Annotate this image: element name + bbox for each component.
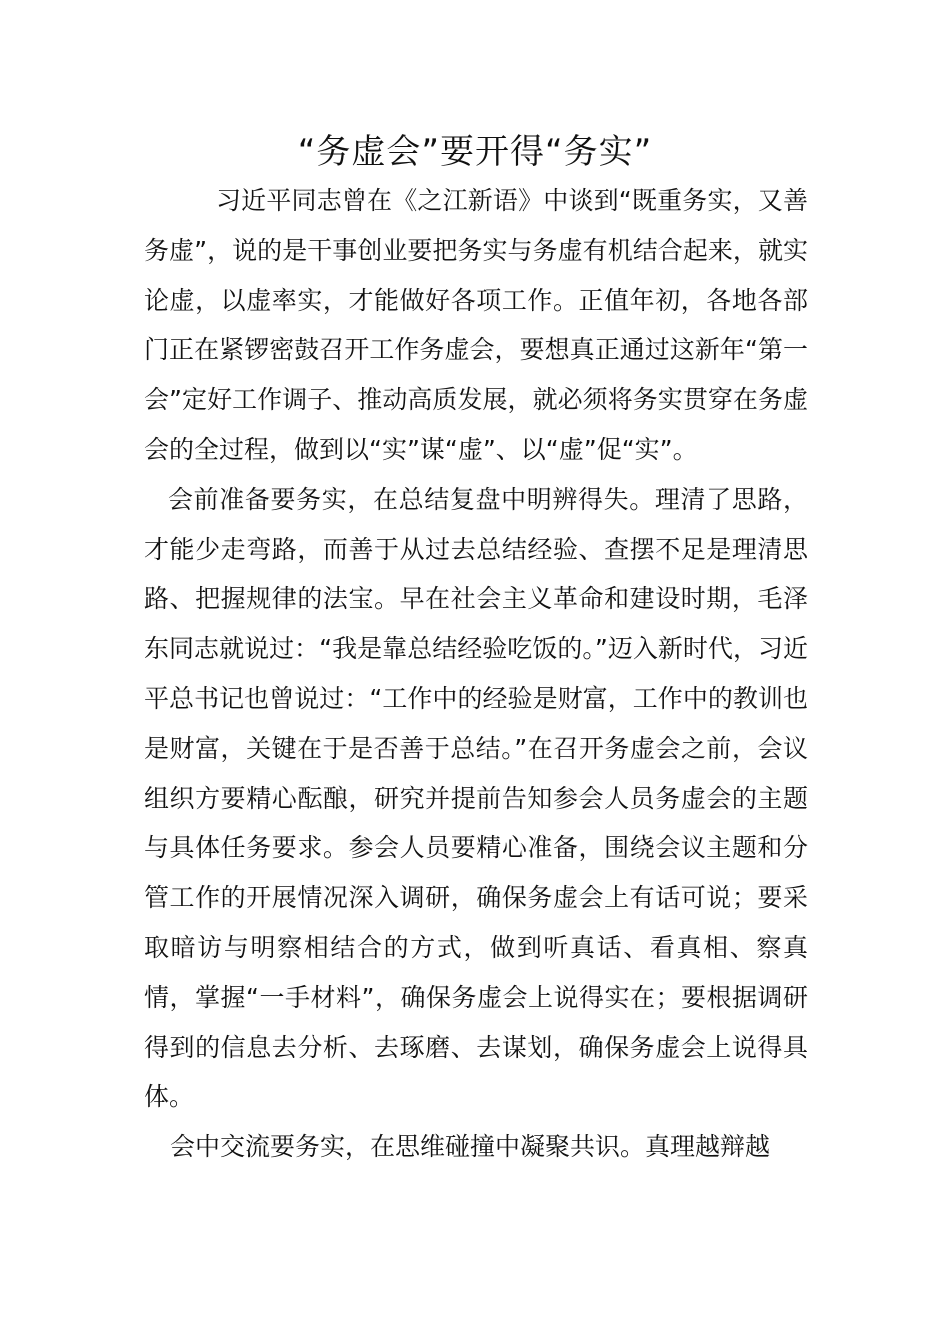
document-body	[144, 176, 808, 1172]
paragraph-preparation: 会前准备要务实，在总结复盘中明辨得失。理清了思路，才能少走弯路，而善于从过去总结经验、查摆不足是理清思路、把握规律的法宝。早在社会主义革命和建设时期，毛泽东同志就说过：“我是靠总结经验吃饭的。”迈入新时代，习近平总书记也曾说过：“工作中的经验是财富，工作中的教训也是财富，关键在于是否善于总结。”在召开务虚会之前，会议组织方要精心酝酿，研究并提前告知参会人员务虚会的主题与具体任务要求。参会人员要精心准备，围绕会议主题和分管工作的开展情况深入调研，确保务虚会上有话可说；要采取暗访与明察相结合的方式，做到听真话、看真相、察真情，掌握“一手材料”，确保务虚会上说得实在；要根据调研得到的信息去分析、去琢磨、去谋划，确保务虚会上说得具体。	[144, 484, 808, 1112]
paragraph-intro: 习近平同志曾在《之江新语》中谈到“既重务实，又善务虚”，说的是干事创业要把务实与务虚有机结合起来，就实论虚，以虚率实，才能做好各项工作。正值年初，各地各部门正在紧锣密鼓召开工作务虚会，要想真正通过这新年“第一会”定好工作调子、推动高质发展，就必须将务实贯穿在务虚会的全过程，做到以“实”谋“虚”、以“虚”促“实”。	[144, 186, 808, 464]
page-title: “务虚会”要开得“务实”	[297, 132, 653, 172]
paragraph-exchange: 会中交流要务实，在思维碰撞中凝聚共识。真理越辩越	[170, 1132, 771, 1162]
